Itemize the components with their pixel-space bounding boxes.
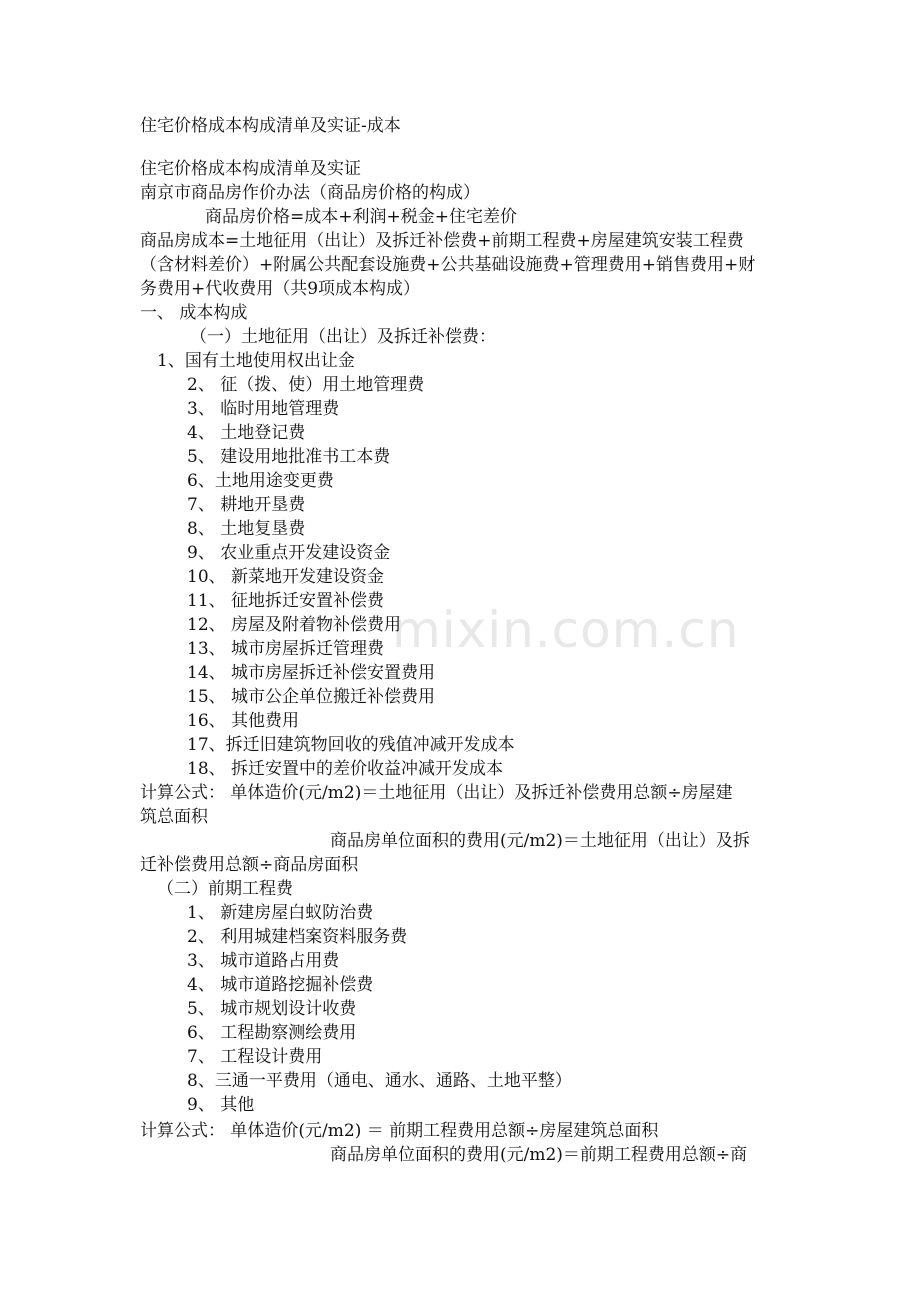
list-item: 13、 城市房屋拆迁管理费 (187, 639, 385, 659)
cost-definition-line: 务费用+代收费用（共9项成本构成） (140, 279, 421, 299)
part1-heading: （一）土地征用（出让）及拆迁补偿费： (190, 327, 496, 347)
list-item: 9、 农业重点开发建设资金 (187, 543, 391, 563)
subtitle: 住宅价格成本构成清单及实证 (140, 159, 361, 179)
formula-line: 迁补偿费用总额÷商品房面积 (140, 855, 359, 875)
formula-line: 计算公式： 单体造价(元/m2)＝土地征用（出让）及拆迁补偿费用总额÷房屋建 (140, 783, 733, 803)
list-item: 3、 城市道路占用费 (187, 951, 340, 971)
list-item: 11、 征地拆迁安置补偿费 (187, 591, 385, 611)
list-item: 1、 新建房屋白蚁防治费 (187, 903, 374, 923)
list-item: 4、 土地登记费 (187, 423, 306, 443)
list-item: 9、 其他 (187, 1095, 255, 1115)
list-item: 2、 利用城建档案资料服务费 (187, 927, 408, 947)
list-item: 8、 土地复垦费 (187, 519, 306, 539)
list-item: 7、 工程设计费用 (187, 1047, 323, 1067)
list-item: 2、 征（拨、使）用土地管理费 (187, 375, 425, 395)
list-item: 6、 工程勘察测绘费用 (187, 1023, 357, 1043)
list-item: 3、 临时用地管理费 (187, 399, 340, 419)
method-line: 南京市商品房作价办法（商品房价格的构成） (140, 183, 480, 203)
list-item: 16、 其他费用 (187, 711, 300, 731)
formula-line: 商品房单位面积的费用(元/m2)＝前期工程费用总额÷商 (330, 1145, 748, 1165)
list-item: 1、国有土地使用权出让金 (157, 351, 355, 371)
cost-definition-line: （含材料差价）+附属公共配套设施费+公共基础设施费+管理费用+销售费用+财 (140, 255, 756, 275)
section-heading: 一、 成本构成 (140, 303, 248, 323)
cost-definition-line: 商品房成本=土地征用（出让）及拆迁补偿费+前期工程费+房屋建筑安装工程费 (140, 231, 744, 251)
document-title: 住宅价格成本构成清单及实证-成本 (140, 116, 401, 136)
price-formula: 商品房价格=成本+利润+税金+住宅差价 (205, 207, 517, 227)
list-item: 8、三通一平费用（通电、通水、通路、土地平整） (187, 1071, 572, 1091)
list-item: 6、土地用途变更费 (187, 471, 334, 491)
list-item: 14、 城市房屋拆迁补偿安置费用 (187, 663, 436, 683)
list-item: 10、 新菜地开发建设资金 (187, 567, 385, 587)
formula-line: 商品房单位面积的费用(元/m2)＝土地征用（出让）及拆 (330, 831, 750, 851)
list-item: 12、 房屋及附着物补偿费用 (187, 615, 402, 635)
watermark: mixin.com.cn (392, 601, 740, 659)
list-item: 15、 城市公企单位搬迁补偿费用 (187, 687, 436, 707)
list-item: 4、 城市道路挖掘补偿费 (187, 975, 374, 995)
list-item: 18、 拆迁安置中的差价收益冲减开发成本 (187, 759, 504, 779)
part2-heading: （二）前期工程费 (157, 879, 293, 899)
list-item: 5、 建设用地批准书工本费 (187, 447, 391, 467)
formula-line: 筑总面积 (140, 807, 208, 827)
formula-line: 计算公式： 单体造价(元/m2) ＝ 前期工程费用总额÷房屋建筑总面积 (140, 1121, 659, 1141)
list-item: 7、 耕地开垦费 (187, 495, 306, 515)
list-item: 17、拆迁旧建筑物回收的残值冲减开发成本 (187, 735, 515, 755)
list-item: 5、 城市规划设计收费 (187, 999, 357, 1019)
